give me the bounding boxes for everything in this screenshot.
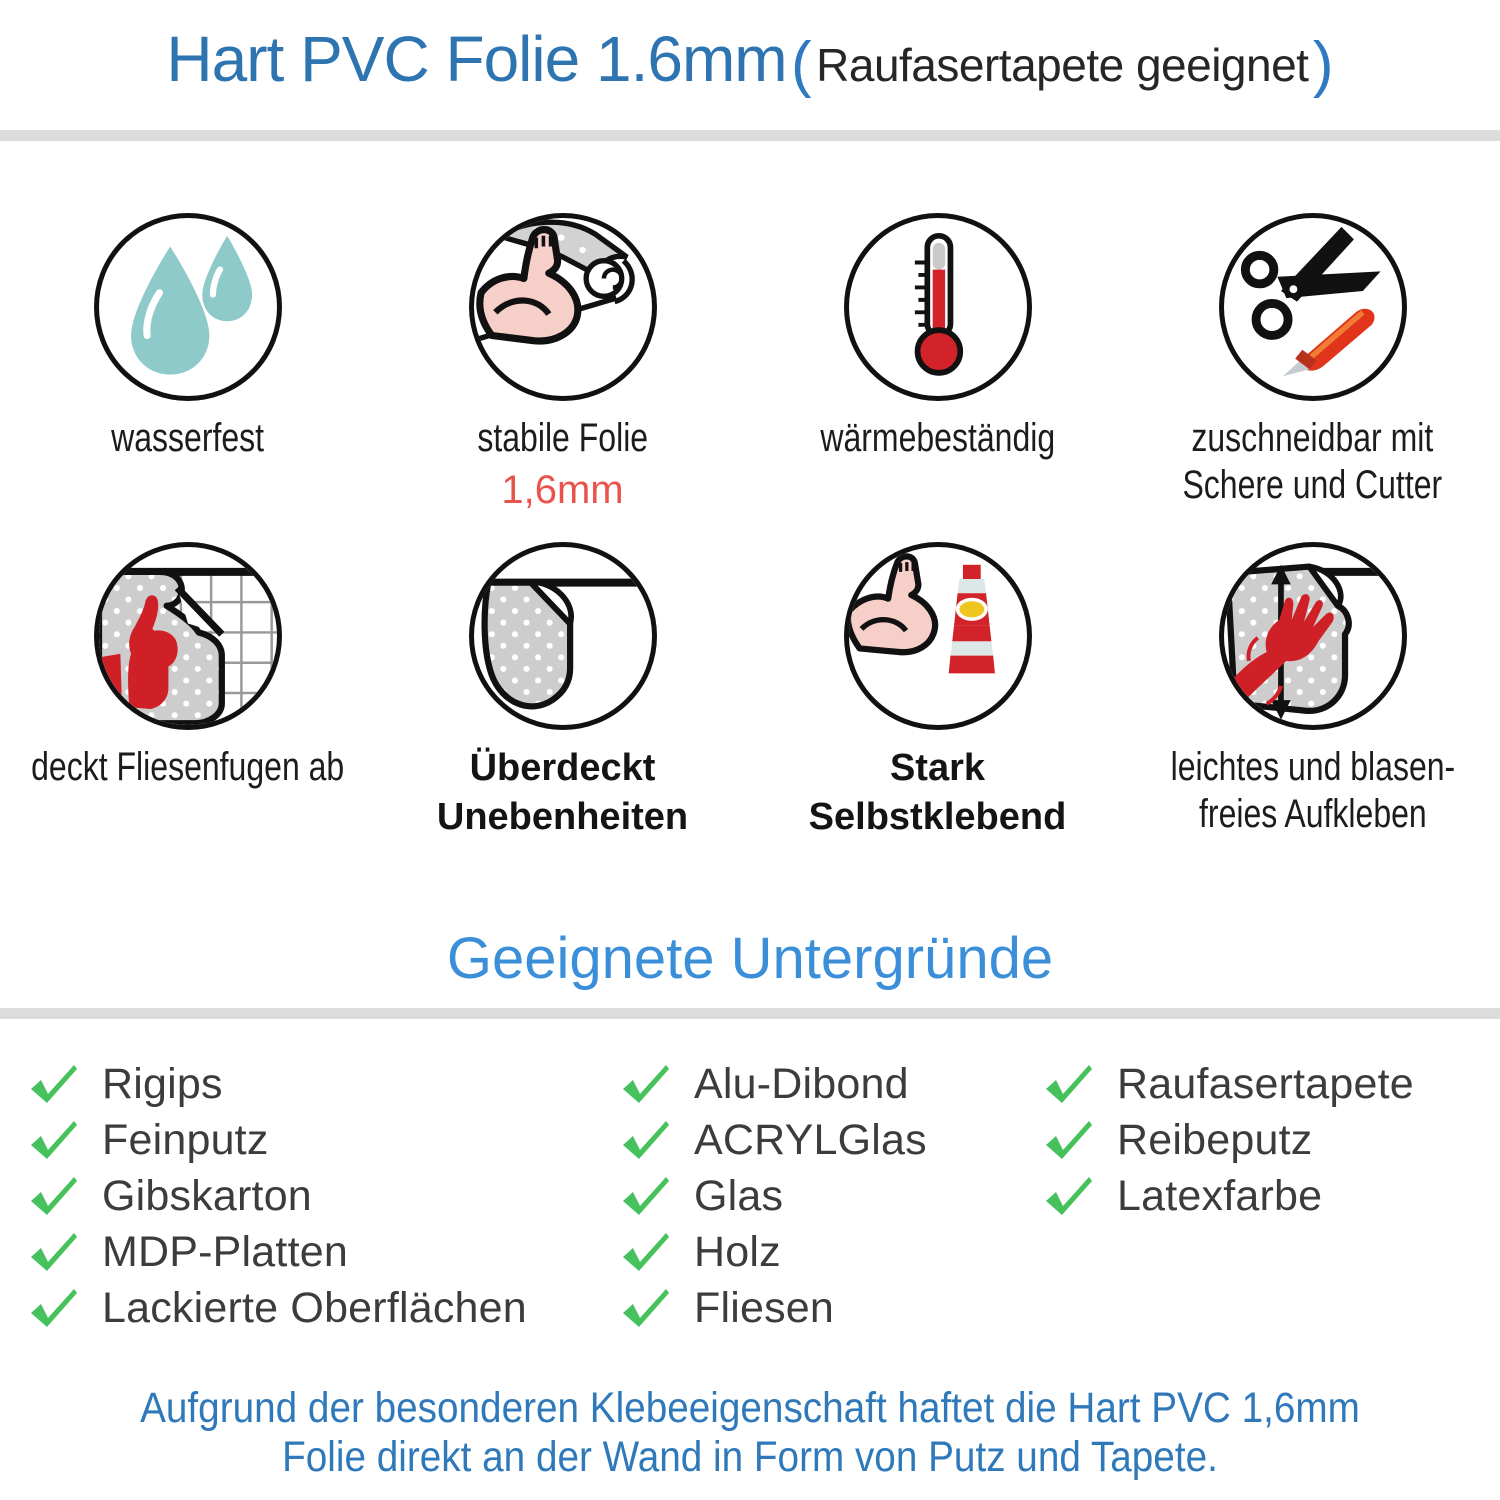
feature-caption: wärmebeständig — [820, 416, 1055, 460]
substrate-item — [30, 1059, 527, 1108]
flexed-arm-foil-roll-icon — [474, 218, 652, 396]
substrate-item — [622, 1171, 927, 1220]
footer-line-1: Aufgrund der besonderen Klebeeigenschaft haftet die Hart PVC 1,6mm — [140, 1384, 1360, 1432]
check-icon — [30, 1176, 78, 1216]
check-icon — [622, 1176, 670, 1216]
feature-circle — [1219, 542, 1407, 730]
check-icon — [1045, 1064, 1093, 1104]
divider-substrates — [0, 1008, 1500, 1019]
substrate-label: Latexfarbe — [1117, 1171, 1323, 1220]
feature-caption: Schere und Cutter — [1182, 463, 1443, 508]
feature-circle — [1219, 213, 1407, 401]
check-icon — [622, 1120, 670, 1160]
page-title: Hart PVC Folie 1.6mm — [166, 23, 787, 95]
feature-caption: Stark — [889, 747, 986, 789]
substrates-column-2 — [622, 1059, 927, 1342]
check-icon — [622, 1064, 670, 1104]
substrate-label: Rigips — [102, 1059, 223, 1108]
feature-caption: leichtes und blasen- — [1170, 745, 1455, 789]
thickness-note: 1,6mm — [501, 468, 624, 513]
feature-leichtes-aufkleben — [1125, 534, 1500, 863]
check-icon — [1045, 1176, 1093, 1216]
feature-caption: stabile Folie — [477, 416, 648, 460]
feature-caption: wasserfest — [111, 416, 264, 460]
feature-circle — [94, 213, 282, 401]
page-header — [0, 22, 1500, 100]
footer-note — [0, 1384, 1500, 1481]
feature-deckt-fliesenfugen — [0, 534, 375, 863]
feature-caption: Unebenheiten — [436, 796, 689, 839]
feature-caption: Überdeckt — [469, 747, 656, 789]
substrate-label: Alu-Dibond — [694, 1059, 909, 1108]
feature-circle — [94, 542, 282, 730]
divider-top — [0, 130, 1500, 141]
substrate-item — [622, 1283, 927, 1332]
substrate-item — [1045, 1171, 1414, 1220]
substrate-label: MDP-Platten — [102, 1227, 348, 1276]
substrate-item — [622, 1115, 927, 1164]
footer-line-2: Folie direkt an der Wand in Form von Putz und Tapete. — [282, 1432, 1218, 1481]
substrate-label: Fliesen — [694, 1283, 835, 1332]
substrate-label: Reibeputz — [1117, 1115, 1313, 1164]
feature-waermebestaendig — [750, 205, 1125, 534]
substrate-label: Holz — [694, 1227, 781, 1276]
substrate-item — [30, 1283, 527, 1332]
substrate-item — [622, 1059, 927, 1108]
features-grid — [0, 205, 1500, 863]
substrate-item — [1045, 1115, 1414, 1164]
substrate-item — [30, 1171, 527, 1220]
foil-folded-corner-icon — [474, 547, 652, 725]
substrate-label: Glas — [694, 1171, 784, 1220]
substrate-item — [622, 1227, 927, 1276]
feature-circle — [469, 213, 657, 401]
check-icon — [622, 1288, 670, 1328]
substrate-label: ACRYLGlas — [694, 1115, 927, 1164]
substrate-item — [30, 1227, 527, 1276]
feature-zuschneidbar — [1125, 205, 1500, 534]
thermometer-icon — [849, 218, 1027, 396]
substrate-label: Lackierte Oberflächen — [102, 1283, 527, 1332]
substrate-label: Raufasertapete — [1117, 1059, 1414, 1108]
check-icon — [30, 1120, 78, 1160]
page-subtitle: Raufasertapete geeignet — [816, 39, 1309, 91]
feature-caption: freies Aufkleben — [1198, 792, 1427, 837]
substrates-title: Geeignete Untergründe — [446, 926, 1054, 991]
feature-circle — [469, 542, 657, 730]
substrate-item — [1045, 1059, 1414, 1108]
feature-caption: Selbstklebend — [808, 796, 1067, 839]
feature-caption: deckt Fliesenfugen ab — [30, 745, 345, 789]
check-icon — [30, 1288, 78, 1328]
feature-stabile-folie — [375, 205, 750, 534]
check-icon — [30, 1232, 78, 1272]
title-paren-open: ( — [791, 30, 812, 99]
check-icon — [30, 1064, 78, 1104]
title-paren-close: ) — [1312, 30, 1334, 99]
foil-over-tiles-thumb-up-icon — [99, 547, 277, 725]
feature-caption: zuschneidbar mit — [1191, 416, 1434, 460]
substrate-item — [30, 1115, 527, 1164]
scissors-cutter-icon — [1224, 218, 1402, 396]
check-icon — [1045, 1120, 1093, 1160]
water-drops-icon — [99, 218, 277, 396]
substrate-label: Feinputz — [102, 1115, 269, 1164]
feature-circle — [844, 213, 1032, 401]
hand-smoothing-foil-icon — [1224, 547, 1402, 725]
feature-wasserfest — [0, 205, 375, 534]
substrate-label: Gibskarton — [102, 1171, 312, 1220]
substrates-column-3 — [1045, 1059, 1414, 1230]
feature-circle — [844, 542, 1032, 730]
check-icon — [622, 1232, 670, 1272]
substrates-column-1 — [30, 1059, 527, 1342]
feature-ueberdeckt-unebenheiten — [375, 534, 750, 863]
flexed-arm-glue-tube-icon — [849, 547, 1027, 725]
feature-stark-selbstklebend — [750, 534, 1125, 863]
